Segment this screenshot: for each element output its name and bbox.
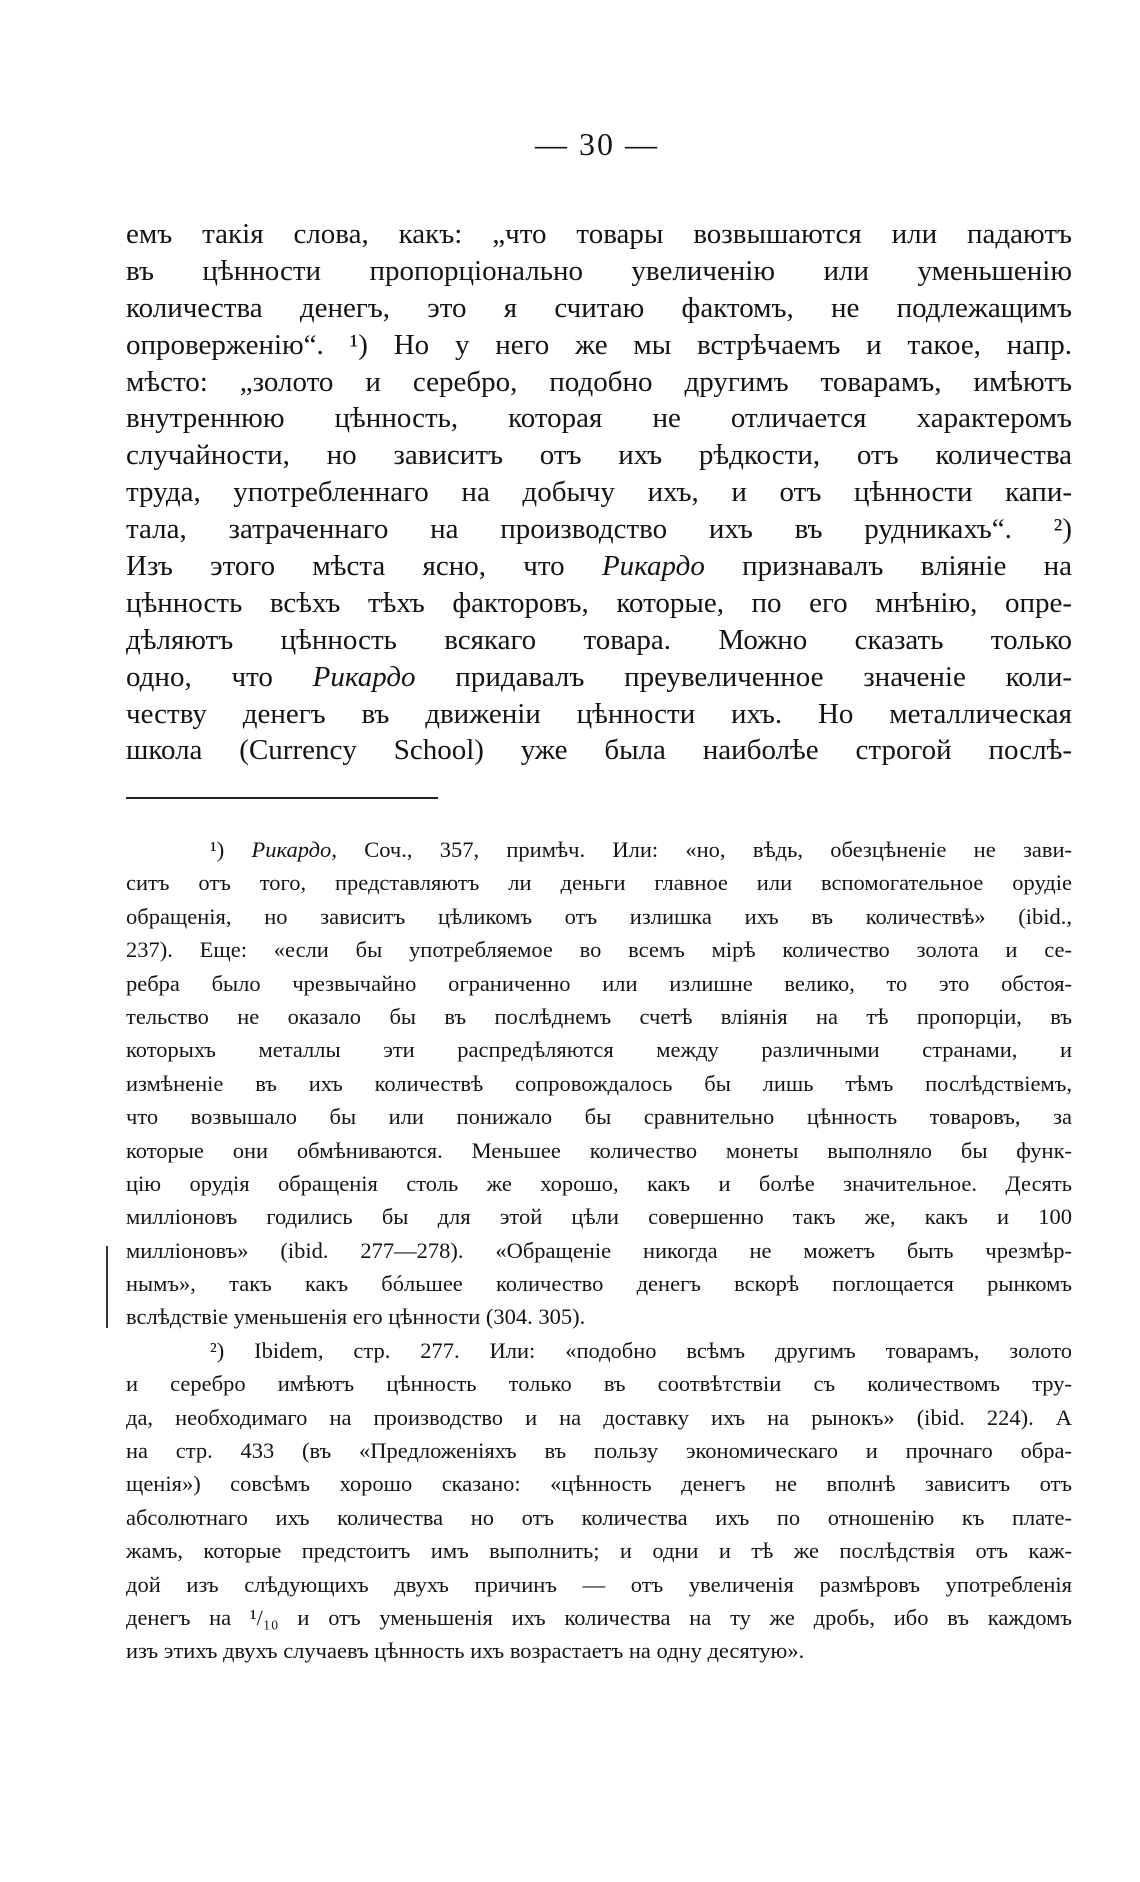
footnote-divider (126, 797, 438, 799)
text-line (126, 833, 1072, 866)
text-line (126, 253, 1072, 290)
text-segment: въ цѣнности пропорціонально увеличенію или уменьшенію (126, 254, 1072, 287)
text-line (126, 1234, 1072, 1267)
text-segment: на стр. 433 (въ «Предложеніяхъ въ пользу экономическаго и прочнаго обра- (126, 1438, 1072, 1464)
text-segment: количества денегъ, это я считаю фактомъ, не подлежащимъ (126, 291, 1072, 324)
text-line (126, 866, 1072, 899)
text-line (126, 1200, 1072, 1233)
text-segment: ¹) (210, 837, 252, 862)
text-line (126, 548, 1072, 585)
text-line (126, 511, 1072, 548)
text-segment: ²) Ibidem, стр. 277. Или: «подобно всѣмъ другимъ товарамъ, золото (210, 1337, 1072, 1363)
text-segment: цѣнность всѣхъ тѣхъ факторовъ, которые, по его мнѣнію, опре- (126, 586, 1072, 619)
text-segment: обращенія, но зависитъ цѣликомъ отъ излишка ихъ въ количествѣ» (ibid., (126, 903, 1072, 929)
text-segment: одно, что (126, 660, 313, 693)
text-line (126, 1134, 1072, 1167)
text-segment: , Соч., 357, примѣч. Или: «но, вѣдь, обезцѣненіе не зави- (331, 837, 1072, 862)
footnote-2 (126, 1334, 1072, 1668)
text-line (126, 1367, 1072, 1400)
text-line (126, 933, 1072, 966)
text-line (126, 967, 1072, 1000)
text-segment: которые они обмѣниваются. Меньшее количество монеты выполняло бы функ- (126, 1137, 1072, 1163)
text-segment: измѣненіе въ ихъ количествѣ сопровождалось бы лишь тѣмъ послѣдствіемъ, (126, 1070, 1072, 1096)
text-segment: признавалъ вліяніе на (704, 550, 1072, 583)
text-segment: честву денегъ въ движеніи цѣнности ихъ. Но металлическая (126, 697, 1072, 730)
text-line (126, 474, 1072, 511)
text-segment: внутреннюю цѣнность, которая не отличается характеромъ (126, 402, 1072, 435)
text-line (126, 1267, 1072, 1300)
text-line (126, 1534, 1072, 1567)
text-segment: дой изъ слѣдующихъ двухъ причинъ — отъ увеличенія размѣровъ употребленія (126, 1571, 1072, 1597)
text-line (126, 216, 1072, 253)
text-line (126, 1601, 1072, 1634)
text-segment: ситъ отъ того, представляютъ ли деньги главное или вспомогательное орудіе (126, 870, 1072, 896)
text-line (126, 585, 1072, 622)
text-line (126, 1067, 1072, 1100)
text-segment: случайности, но зависитъ отъ ихъ рѣдкости, отъ количества (126, 439, 1072, 472)
text-segment: тельство не оказало бы въ послѣднемъ счетѣ вліянія на тѣ пропорціи, въ (126, 1003, 1072, 1029)
text-segment: щенія») совсѣмъ хорошо сказано: «цѣнность денегъ не вполнѣ зависитъ отъ (126, 1471, 1072, 1497)
text-line (126, 900, 1072, 933)
text-segment: придавалъ преувеличенное значеніе коли- (415, 660, 1072, 693)
text-line (126, 696, 1072, 733)
italic-name: Рикардо (312, 660, 416, 693)
text-segment: милліоновъ» (ibid. 277—278). «Обращеніе никогда не можетъ быть чрезмѣр- (126, 1237, 1072, 1263)
text-line (126, 364, 1072, 401)
text-line (126, 290, 1072, 327)
page-number: — 30 — (535, 126, 659, 162)
text-segment: и серебро имѣютъ цѣнность только въ соотвѣтствіи съ количествомъ тру- (126, 1371, 1072, 1397)
text-line (126, 659, 1072, 696)
text-line (126, 1434, 1072, 1467)
text-segment: которыхъ металлы эти распредѣляются между различными странами, и (126, 1037, 1072, 1063)
text-segment: денегъ на ¹/₁₀ и отъ уменьшенія ихъ количества на ту же дробь, ибо въ каждомъ (126, 1604, 1072, 1630)
text-segment: вслѣдствіе уменьшенія его цѣнности (304. 305). (126, 1304, 586, 1330)
text-segment: цію орудія обращенія столь же хорошо, какъ и болѣе значительное. Десять (126, 1170, 1072, 1196)
text-segment: милліоновъ годились бы для этой цѣли совершенно такъ же, какъ и 100 (126, 1204, 1072, 1230)
footnote-1 (126, 833, 1072, 1334)
text-segment: опроверженію“. ¹) Но у него же мы встрѣчаемъ и такое, напр. (126, 328, 1072, 361)
text-segment: труда, употребленнаго на добычу ихъ, и отъ цѣнности капи- (126, 476, 1072, 509)
text-line (126, 1501, 1072, 1534)
italic-name: Рикардо (601, 550, 705, 583)
text-line (126, 732, 1072, 769)
text-line (126, 1568, 1072, 1601)
text-segment: дѣляютъ цѣнность всякаго товара. Можно сказать только (126, 623, 1072, 656)
text-line (126, 1300, 1072, 1333)
footnotes (126, 833, 1072, 1668)
text-segment: что возвышало бы или понижало бы сравнительно цѣнность товаровъ, за (126, 1104, 1072, 1130)
text-segment: ребра было чрезвычайно ограниченно или излишне велико, то это обстоя- (126, 970, 1072, 996)
text-segment: да, необходимаго на производство и на доставку ихъ на рынокъ» (ibid. 224). А (126, 1404, 1072, 1430)
text-segment: нымъ», такъ какъ бóльшее количество денегъ вскорѣ поглощается рынкомъ (126, 1271, 1072, 1297)
text-line (126, 1100, 1072, 1133)
text-segment: тала, затраченнаго на производство ихъ въ рудникахъ“. ²) (126, 513, 1072, 546)
text-segment: изъ этихъ двухъ случаевъ цѣнность ихъ возрастаетъ на одну десятую». (126, 1638, 805, 1664)
text-line (126, 1033, 1072, 1066)
text-segment: Изъ этого мѣста ясно, что (126, 550, 602, 583)
margin-mark (106, 1246, 108, 1328)
text-line (126, 1467, 1072, 1500)
text-line (126, 327, 1072, 364)
text-segment: школа (Currency School) уже была наиболѣе строгой послѣ- (126, 734, 1072, 767)
text-segment: жамъ, которые предстоитъ имъ выполнить; и одни и тѣ же послѣдствія отъ каж- (126, 1538, 1072, 1564)
main-text (126, 216, 1072, 769)
text-line (126, 1000, 1072, 1033)
text-segment: емъ такія слова, какъ: „что товары возвышаются или падаютъ (126, 218, 1072, 250)
text-line (126, 400, 1072, 437)
text-line (126, 622, 1072, 659)
text-segment: мѣсто: „золото и серебро, подобно другимъ товарамъ, имѣютъ (126, 365, 1072, 398)
text-segment: абсолютнаго ихъ количества но отъ количества ихъ по отношенію къ плате- (126, 1504, 1072, 1530)
text-line (126, 1334, 1072, 1367)
text-segment: 237). Еще: «если бы употребляемое во всемъ мірѣ количество золота и се- (126, 937, 1072, 963)
text-line (126, 1634, 1072, 1667)
text-line (126, 1167, 1072, 1200)
text-line (126, 1401, 1072, 1434)
italic-name: Рикардо (251, 837, 332, 862)
text-line (126, 437, 1072, 474)
